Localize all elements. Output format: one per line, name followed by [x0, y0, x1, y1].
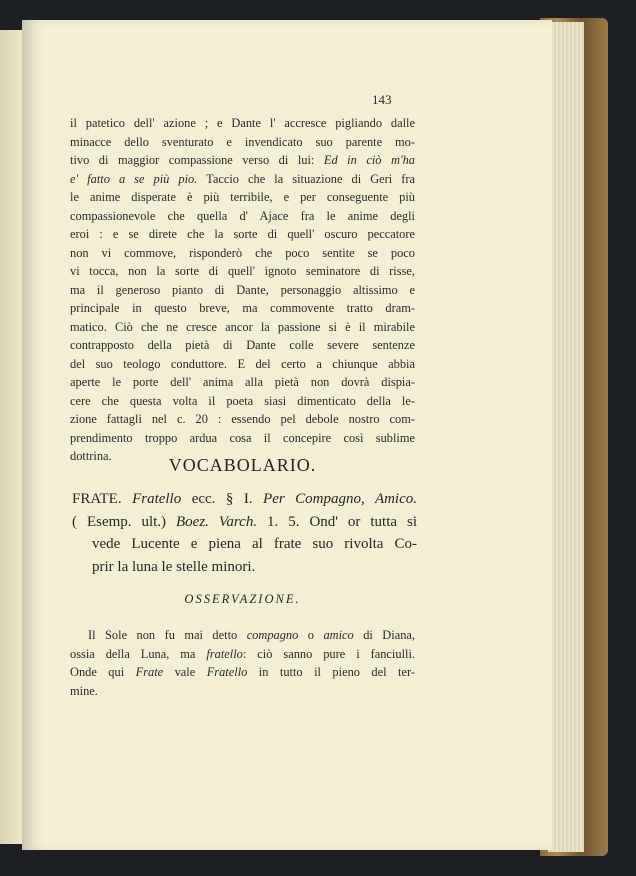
text-line: principale in questo breve, ma commovente tratto dram- [70, 301, 415, 315]
page-edges [548, 22, 584, 852]
body-paragraph [70, 114, 415, 466]
text-line: tivo di maggior compassione verso di lui: Ed in ciò m'ha [70, 153, 415, 167]
text-line: zione fattagli nel c. 20 : essendo pel debole nostro com- [70, 412, 415, 426]
text-line: prendimento troppo ardua cosa il concepire così sublime [70, 430, 415, 445]
observation-paragraph [70, 626, 415, 700]
text-line: le anime disperate è più terribile, e per conseguente più [70, 190, 415, 204]
entry-line: prir la luna le stelle minori. [92, 558, 256, 575]
text-line: aperte le porte dell' anima alla pietà non dovrà dispia- [70, 375, 415, 389]
entry-headword: FRATE. [72, 491, 133, 507]
text-line: ma il generoso pianto di Dante, personaggio altissimo e [70, 282, 415, 297]
text-line: ossia della Luna, ma fratello: ciò sanno pure i fanciulli. [70, 646, 415, 661]
section-heading: VOCABOLARIO. [168, 455, 317, 475]
text-line: del suo teologo conduttore. E del certo a chiunque abbia [70, 356, 415, 371]
text-line: e' fatto a se più pio. Taccio che la situazione di Geri fra [70, 171, 416, 186]
text-line: il patetico dell' azione ; e Dante l' accresce pigliando dalle [70, 116, 415, 130]
entry-line: FRATE. Fratello ecc. § I. Per Compagno, Amico. [72, 491, 418, 507]
page-number: 143 [372, 92, 392, 107]
text-line: minacce dello sventurato e invendicato suo parente mo- [70, 134, 415, 149]
text-line: contrapposto della pietà di Dante colle severe sentenze [70, 338, 415, 352]
text-line: compassionevole che quella d' Ajace fra le anime degli [70, 208, 415, 223]
text-line: Il Sole non fu mai detto compagno o amico di Diana, [88, 628, 415, 642]
text-line: Onde qui Frate vale Fratello in tutto il pieno del ter- [70, 665, 415, 679]
text-line: dottrina. [70, 449, 112, 463]
text-line: cere che questa volta il poeta siasi dimenticato della le- [70, 393, 415, 408]
text-line: non vi commove, risponderò che poco sentite se poco [70, 245, 415, 260]
observation-title: OSSERVAZIONE. [184, 592, 301, 606]
vocabulary-entry [72, 488, 417, 578]
entry-line: ( Esemp. ult.) Boez. Varch. 1. 5. Ond' or tutta si [72, 513, 417, 530]
text-line: mine. [70, 683, 98, 698]
text-line: eroi : e se direte che la sorte di quell' oscuro peccatore [70, 227, 415, 241]
text-line: vi tocca, non la sorte di quell' ignoto seminatore di risse, [70, 264, 415, 278]
entry-line: vede Lucente e piena al frate suo rivolta Co- [92, 536, 417, 552]
text-line: matico. Ciò che ne cresce ancor la passione si è il mirabile [70, 319, 415, 334]
left-page-edge [0, 30, 22, 844]
